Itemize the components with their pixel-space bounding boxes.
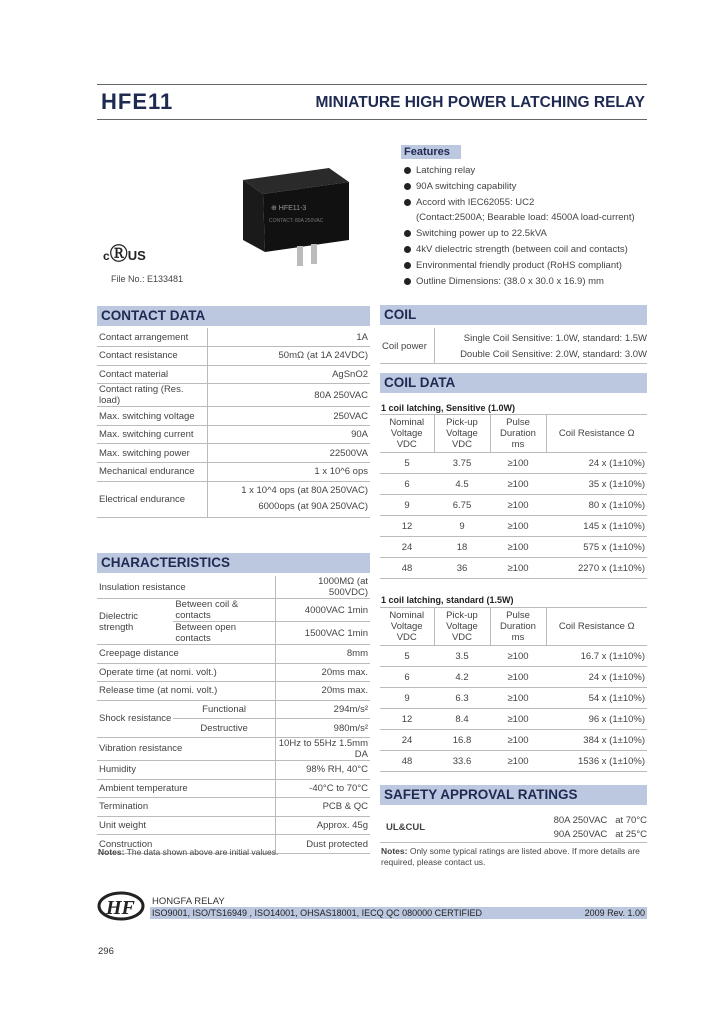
relay-photo [231, 160, 361, 270]
char-sub: Between open contacts [173, 622, 275, 645]
char-sub: Destructive [173, 719, 275, 738]
char-value: 20ms max. [275, 663, 370, 682]
char-label: Release time (at nomi. volt.) [97, 682, 275, 701]
contact-label: Max. switching current [97, 425, 207, 444]
safety-note [381, 846, 649, 868]
coil-cell: 4.5 [434, 474, 490, 495]
coil-cell: 12 [380, 709, 434, 730]
coil-cell: ≥100 [490, 646, 546, 667]
feature-item: Accord with IEC62055: UC2 [402, 195, 662, 211]
contact-row-electrical [97, 481, 370, 517]
safety-label: UL&CUL [386, 822, 426, 833]
char-row [97, 663, 370, 682]
coil-title: COIL [384, 307, 417, 322]
char-value: PCB & QC [275, 798, 370, 817]
char-row [97, 737, 370, 760]
standard-table [380, 607, 647, 772]
coil-row [380, 558, 647, 579]
char-note-text: The data shown above are initial values. [126, 847, 279, 857]
contact-row [97, 347, 370, 366]
contact-label: Mechanical endurance [97, 463, 207, 482]
svg-text:HF: HF [106, 897, 135, 919]
coil-column-header: Nominal Voltage VDC [380, 415, 434, 453]
coil-cell: ≥100 [490, 667, 546, 688]
char-sub: Functional [173, 700, 275, 719]
contact-label: Contact material [97, 365, 207, 384]
coil-cell: 18 [434, 537, 490, 558]
ur-mark: Ⓡ [109, 244, 128, 264]
coil-cell: 3.75 [434, 453, 490, 474]
coil-column-header: Coil Resistance Ω [546, 608, 647, 646]
coil-cell: 48 [380, 751, 434, 772]
coil-cell: 5 [380, 646, 434, 667]
coil-data-header [380, 373, 647, 393]
char-value: Dust protected [275, 835, 370, 854]
contact-label: Contact rating (Res. load) [97, 384, 207, 407]
coil-cell: ≥100 [490, 558, 546, 579]
contact-row [97, 328, 370, 347]
coil-column-header: Pick-up Voltage VDC [434, 608, 490, 646]
char-label: Ambient temperature [97, 779, 275, 798]
safety-box [380, 811, 647, 843]
cert-text: ISO9001, ISO/TS16949 , ISO14001, OHSAS18001, IECQ QC 080000 CERTIFIED [152, 908, 483, 918]
char-value: Approx. 45g [275, 816, 370, 835]
char-label: Operate time (at nomi. volt.) [97, 663, 275, 682]
contact-label: Electrical endurance [97, 481, 207, 517]
coil-row [380, 688, 647, 709]
contact-value: 1 x 10^6 ops [207, 463, 370, 482]
coil-column-header: Pulse Duration ms [490, 415, 546, 453]
char-row [97, 760, 370, 779]
contact-row [97, 407, 370, 426]
characteristics-header [97, 553, 370, 573]
coil-cell: ≥100 [490, 688, 546, 709]
contact-label: Max. switching power [97, 444, 207, 463]
coil-cell: 9 [380, 688, 434, 709]
coil-cell: ≥100 [490, 495, 546, 516]
coil-cell: 24 [380, 537, 434, 558]
coil-power-label: Coil power [382, 341, 427, 352]
contact-value: AgSnO2 [207, 365, 370, 384]
safety-note-text: Only some typical ratings are listed above. If more details are required, please contact us. [381, 846, 640, 867]
model-title: HFE11 [101, 89, 174, 114]
coil-cell: 48 [380, 558, 434, 579]
coil-cell: 6 [380, 474, 434, 495]
coil-power-line1: Single Coil Sensitive: 1.0W, standard: 1.5W [463, 333, 647, 344]
file-number: File No.: E133481 [111, 274, 184, 284]
sensitive-table [380, 414, 647, 579]
features-title-text: Features [404, 146, 450, 158]
char-value: 1500VAC 1min [275, 622, 370, 645]
safety-line2: 90A 250VAC at 25°C [553, 829, 647, 840]
coil-cell: 1536 x (1±10%) [546, 751, 647, 772]
safety-line1: 80A 250VAC at 70°C [553, 815, 647, 826]
coil-cell: ≥100 [490, 453, 546, 474]
contact-value: 22500VA [207, 444, 370, 463]
char-row [97, 645, 370, 664]
coil-data-title: COIL DATA [384, 375, 456, 390]
contact-value: 1A [207, 328, 370, 347]
sensitive-title: 1 coil latching, Sensitive (1.0W) [381, 403, 516, 413]
cert-us: US [127, 248, 146, 263]
electrical-value-2: 6000ops (at 90A 250VAC) [258, 501, 368, 513]
coil-cell: 6 [380, 667, 434, 688]
char-value: -40°C to 70°C [275, 779, 370, 798]
coil-cell: 16.7 x (1±10%) [546, 646, 647, 667]
feature-item: 90A switching capability [402, 179, 662, 195]
contact-value: 250VAC [207, 407, 370, 426]
coil-cell: 36 [434, 558, 490, 579]
char-row [97, 779, 370, 798]
ul-logo [103, 240, 146, 266]
contact-row [97, 444, 370, 463]
char-value: 20ms max. [275, 682, 370, 701]
char-label [97, 700, 173, 737]
features-title [401, 145, 461, 159]
coil-cell: 9 [434, 516, 490, 537]
char-label: Insulation resistance [97, 576, 275, 599]
coil-cell: ≥100 [490, 474, 546, 495]
coil-column-header: Coil Resistance Ω [546, 415, 647, 453]
hongfa-logo-icon [97, 891, 145, 921]
coil-row [380, 453, 647, 474]
char-label: Dielectric strength [97, 599, 173, 645]
feature-item: Latching relay [402, 163, 662, 179]
svg-text:CONTACT: 80A 250VAC: CONTACT: 80A 250VAC [269, 218, 324, 224]
shock-label: Shock resistance [99, 713, 172, 725]
header-bar [97, 84, 647, 120]
char-value: 98% RH, 40°C [275, 760, 370, 779]
coil-cell: 35 x (1±10%) [546, 474, 647, 495]
feature-item: Outline Dimensions: (38.0 x 30.0 x 16.9) mm [402, 274, 662, 290]
standard-title: 1 coil latching, standard (1.5W) [381, 595, 514, 605]
coil-cell: ≥100 [490, 709, 546, 730]
contact-label: Contact resistance [97, 347, 207, 366]
coil-cell: 96 x (1±10%) [546, 709, 647, 730]
coil-column-header: Pick-up Voltage VDC [434, 415, 490, 453]
coil-row [380, 474, 647, 495]
contact-row [97, 365, 370, 384]
contact-value: 50mΩ (at 1A 24VDC) [207, 347, 370, 366]
char-label: Vibration resistance [97, 737, 275, 760]
coil-cell: 24 [380, 730, 434, 751]
coil-cell: 33.6 [434, 751, 490, 772]
coil-cell: 5 [380, 453, 434, 474]
coil-row [380, 537, 647, 558]
coil-header [380, 305, 647, 325]
coil-cell: ≥100 [490, 516, 546, 537]
coil-cell: 9 [380, 495, 434, 516]
coil-row [380, 709, 647, 730]
safety-note-label: Notes: [381, 846, 408, 856]
contact-value: 80A 250VAC [207, 384, 370, 407]
coil-cell: ≥100 [490, 730, 546, 751]
char-value: 8mm [275, 645, 370, 664]
coil-row [380, 516, 647, 537]
char-row [97, 576, 370, 599]
coil-cell: ≥100 [490, 751, 546, 772]
coil-column-header: Pulse Duration ms [490, 608, 546, 646]
contact-data-table [97, 328, 370, 518]
char-note-label: Notes: [98, 847, 125, 857]
coil-cell: 16.8 [434, 730, 490, 751]
char-sub: Between coil & contacts [173, 599, 275, 622]
page-number: 296 [98, 946, 114, 957]
features-list [402, 163, 662, 289]
coil-cell: 2270 x (1±10%) [546, 558, 647, 579]
char-label: Humidity [97, 760, 275, 779]
contact-row [97, 463, 370, 482]
coil-cell: 575 x (1±10%) [546, 537, 647, 558]
coil-column-header: Nominal Voltage VDC [380, 608, 434, 646]
char-note [98, 847, 371, 857]
contact-row [97, 384, 370, 407]
company-name: HONGFA RELAY [152, 896, 225, 907]
feature-item: Environmental friendly product (RoHS compliant) [402, 258, 662, 274]
feature-item: 4kV dielectric strength (between coil and contacts) [402, 242, 662, 258]
svg-text:⊕ HFE11-3: ⊕ HFE11-3 [271, 205, 307, 212]
char-row [97, 816, 370, 835]
page-title: MINIATURE HIGH POWER LATCHING RELAY [315, 94, 645, 111]
char-label: Unit weight [97, 816, 275, 835]
coil-row [380, 667, 647, 688]
char-value: 294m/s² [275, 700, 370, 719]
coil-cell: 80 x (1±10%) [546, 495, 647, 516]
contact-value: 90A [207, 425, 370, 444]
coil-cell: 6.3 [434, 688, 490, 709]
safety-header [380, 785, 647, 805]
product-box [97, 140, 371, 300]
char-value: 10Hz to 55Hz 1.5mm DA [275, 737, 370, 760]
feature-item: Switching power up to 22.5kVA [402, 226, 662, 242]
char-row [97, 682, 370, 701]
char-value: 980m/s² [275, 719, 370, 738]
char-row [97, 700, 370, 719]
contact-row [97, 425, 370, 444]
coil-cell: 145 x (1±10%) [546, 516, 647, 537]
char-value: 1000MΩ (at 500VDC) [275, 576, 370, 599]
coil-power-box [380, 328, 647, 364]
coil-cell: 384 x (1±10%) [546, 730, 647, 751]
coil-cell: 3.5 [434, 646, 490, 667]
coil-cell: 24 x (1±10%) [546, 453, 647, 474]
char-label: Termination [97, 798, 275, 817]
electrical-value-1: 1 x 10^4 ops (at 80A 250VAC) [241, 485, 368, 497]
char-row [97, 798, 370, 817]
cert-bar [150, 907, 647, 919]
contact-label: Contact arrangement [97, 328, 207, 347]
characteristics-table [97, 576, 370, 854]
coil-row [380, 730, 647, 751]
contact-data-header [97, 306, 370, 326]
coil-cell: 12 [380, 516, 434, 537]
coil-cell: 8.4 [434, 709, 490, 730]
coil-cell: 4.2 [434, 667, 490, 688]
coil-divider [434, 328, 435, 364]
coil-row [380, 646, 647, 667]
contact-data-title: CONTACT DATA [101, 308, 206, 323]
contact-label: Max. switching voltage [97, 407, 207, 426]
coil-cell: 24 x (1±10%) [546, 667, 647, 688]
char-row [97, 599, 370, 622]
coil-cell: 6.75 [434, 495, 490, 516]
coil-power-line2: Double Coil Sensitive: 2.0W, standard: 3.0W [460, 349, 647, 360]
feature-item: (Contact:2500A; Bearable load: 4500A load-current) [416, 212, 635, 224]
safety-title: SAFETY APPROVAL RATINGS [384, 787, 578, 802]
rev-text: 2009 Rev. 1.00 [584, 908, 645, 918]
characteristics-title: CHARACTERISTICS [101, 555, 231, 570]
char-label: Creepage distance [97, 645, 275, 664]
coil-row [380, 495, 647, 516]
coil-row [380, 751, 647, 772]
coil-cell: ≥100 [490, 537, 546, 558]
char-label: Construction [97, 835, 275, 854]
coil-cell: 54 x (1±10%) [546, 688, 647, 709]
cert-c: c [103, 249, 110, 263]
contact-value [207, 481, 370, 517]
char-value: 4000VAC 1min [275, 599, 370, 622]
